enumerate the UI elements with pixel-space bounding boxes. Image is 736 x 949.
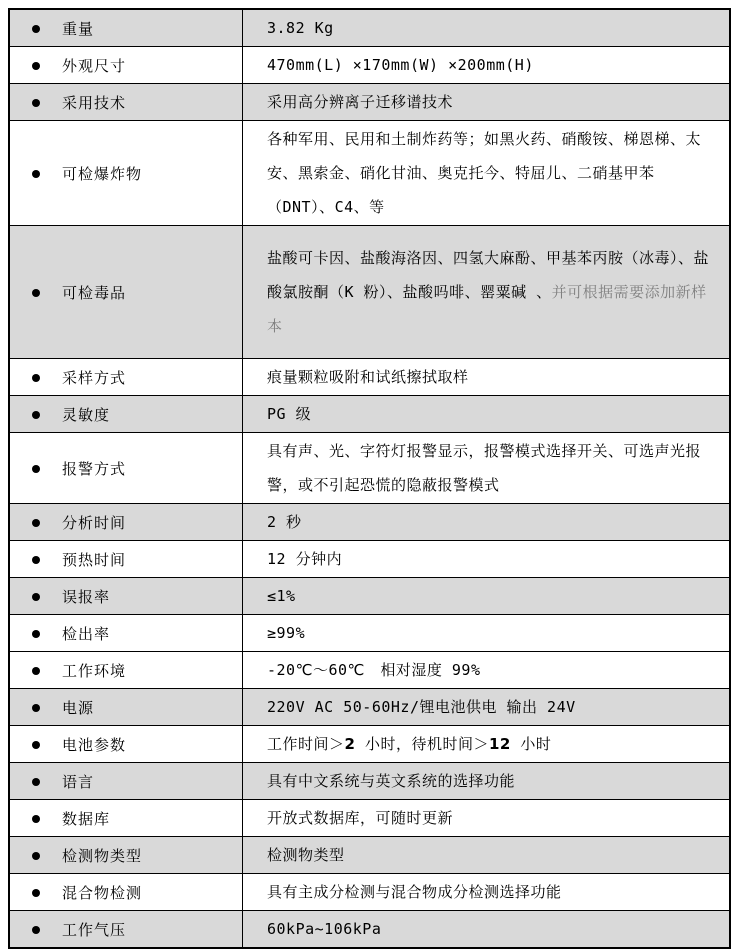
spec-value [243, 359, 731, 396]
spec-value-segment: 具有中文系统与英文系统的选择功能 [267, 772, 516, 790]
spec-value-segment: 具有主成分检测与混合物成分检测选择功能 [267, 883, 562, 901]
spec-label-cell [9, 726, 243, 763]
spec-value-segment: -20℃～60℃ 相对湿度 99% [267, 661, 481, 679]
table-row [9, 9, 730, 47]
spec-label: 误报率 [62, 587, 111, 606]
spec-label-cell [9, 763, 243, 800]
table-row [9, 652, 730, 689]
spec-value-segment: 470mm(L) ×170mm(W) ×200mm(H) [267, 56, 534, 74]
spec-value-segment: 2 秒 [267, 513, 302, 531]
spec-value [243, 9, 731, 47]
bullet-icon [32, 889, 40, 897]
spec-value-segment: 小时 [510, 735, 552, 753]
spec-value [243, 615, 731, 652]
table-row [9, 121, 730, 226]
spec-value [243, 541, 731, 578]
table-row [9, 874, 730, 911]
bullet-icon [32, 25, 40, 33]
spec-label: 分析时间 [62, 513, 127, 532]
spec-label-cell [9, 47, 243, 84]
spec-value-segment: 3.82 Kg [267, 19, 334, 37]
spec-value [243, 911, 731, 949]
spec-label-cell [9, 615, 243, 652]
spec-label-cell [9, 396, 243, 433]
table-row [9, 578, 730, 615]
spec-value [243, 763, 731, 800]
spec-value [243, 226, 731, 359]
table-row [9, 615, 730, 652]
table-row [9, 226, 730, 359]
spec-label-cell [9, 837, 243, 874]
spec-label-cell [9, 874, 243, 911]
bullet-icon [32, 630, 40, 638]
spec-label: 外观尺寸 [62, 56, 127, 75]
spec-value-segment: ≥99% [267, 624, 306, 642]
spec-label: 数据库 [62, 809, 111, 828]
spec-label: 电池参数 [62, 735, 127, 754]
spec-value-segment: 盐酸可卡因、盐酸海洛因、四氢大麻酚、甲基苯丙胺（冰毒）、盐酸氯胺酮（K 粉）、盐酸吗啡、罂粟碱 、 [267, 249, 710, 301]
table-row [9, 911, 730, 949]
spec-value-segment: 12 [489, 735, 511, 753]
spec-label-cell [9, 84, 243, 121]
bullet-icon [32, 852, 40, 860]
spec-label: 可检爆炸物 [62, 164, 143, 183]
spec-label-cell [9, 689, 243, 726]
spec-label: 混合物检测 [62, 883, 143, 902]
spec-label: 检出率 [62, 624, 111, 643]
spec-value [243, 578, 731, 615]
spec-label: 重量 [62, 19, 95, 38]
spec-value-segment: 2 [344, 735, 356, 753]
spec-value [243, 47, 731, 84]
table-row [9, 800, 730, 837]
bullet-icon [32, 778, 40, 786]
spec-value [243, 396, 731, 433]
table-row [9, 47, 730, 84]
spec-label-cell [9, 359, 243, 396]
bullet-icon [32, 667, 40, 675]
table-row [9, 396, 730, 433]
spec-value-segment: 痕量颗粒吸附和试纸擦拭取样 [267, 368, 469, 386]
spec-value [243, 689, 731, 726]
bullet-icon [32, 556, 40, 564]
bullet-icon [32, 815, 40, 823]
table-row [9, 504, 730, 541]
spec-value-segment: 开放式数据库，可随时更新 [267, 809, 454, 827]
spec-label-cell [9, 800, 243, 837]
spec-label: 语言 [62, 772, 95, 791]
table-row [9, 541, 730, 578]
spec-label-cell [9, 578, 243, 615]
bullet-icon [32, 62, 40, 70]
spec-value-segment: 并可根据需要添加新样本 [267, 283, 707, 335]
bullet-icon [32, 519, 40, 527]
spec-label: 采用技术 [62, 93, 127, 112]
bullet-icon [32, 926, 40, 934]
spec-label: 可检毒品 [62, 283, 127, 302]
spec-label: 工作气压 [62, 920, 127, 939]
bullet-icon [32, 170, 40, 178]
spec-value [243, 121, 731, 226]
spec-label: 灵敏度 [62, 405, 111, 424]
spec-label-cell [9, 504, 243, 541]
spec-value [243, 800, 731, 837]
spec-value [243, 874, 731, 911]
table-row [9, 726, 730, 763]
spec-label: 工作环境 [62, 661, 127, 680]
spec-value-segment: 220V AC 50-60Hz/锂电池供电 输出 24V [267, 698, 576, 716]
table-row [9, 433, 730, 504]
spec-value [243, 433, 731, 504]
spec-value-segment: 检测物类型 [267, 846, 345, 864]
spec-label: 报警方式 [62, 459, 127, 478]
spec-value-segment: PG 级 [267, 405, 312, 423]
bullet-icon [32, 593, 40, 601]
bullet-icon [32, 374, 40, 382]
spec-value [243, 726, 731, 763]
spec-label-cell [9, 652, 243, 689]
bullet-icon [32, 465, 40, 473]
spec-value-segment: 采用高分辨离子迁移谱技术 [267, 93, 454, 111]
spec-value-segment: 具有声、光、字符灯报警显示，报警模式选择开关、可选声光报警，或不引起恐慌的隐蔽报警模式 [267, 442, 702, 494]
bullet-icon [32, 289, 40, 297]
spec-table-body [9, 9, 730, 948]
bullet-icon [32, 411, 40, 419]
spec-value-segment: ≤1% [267, 587, 296, 605]
bullet-icon [32, 741, 40, 749]
spec-table [8, 8, 731, 949]
bullet-icon [32, 99, 40, 107]
table-row [9, 359, 730, 396]
spec-label-cell [9, 226, 243, 359]
spec-label-cell [9, 9, 243, 47]
spec-label: 电源 [62, 698, 95, 717]
spec-label: 采样方式 [62, 368, 127, 387]
spec-value [243, 84, 731, 121]
spec-value [243, 837, 731, 874]
spec-label-cell [9, 541, 243, 578]
spec-value-segment: 12 分钟内 [267, 550, 343, 568]
spec-label-cell [9, 433, 243, 504]
spec-label: 预热时间 [62, 550, 127, 569]
spec-value-segment: 60kPa~106kPa [267, 920, 382, 938]
spec-label-cell [9, 911, 243, 949]
spec-value [243, 504, 731, 541]
spec-value-segment: 各种军用、民用和土制炸药等；如黑火药、硝酸铵、梯恩梯、太安、黑索金、硝化甘油、奥克托今、特屈儿、二硝基甲苯（DNT）、C4、等 [267, 130, 702, 216]
table-row [9, 689, 730, 726]
spec-value-segment: 小时，待机时间＞ [355, 735, 489, 753]
spec-label: 检测物类型 [62, 846, 143, 865]
table-row [9, 84, 730, 121]
spec-label-cell [9, 121, 243, 226]
spec-value [243, 652, 731, 689]
spec-value-segment: 工作时间＞ [267, 735, 345, 753]
bullet-icon [32, 704, 40, 712]
table-row [9, 763, 730, 800]
table-row [9, 837, 730, 874]
